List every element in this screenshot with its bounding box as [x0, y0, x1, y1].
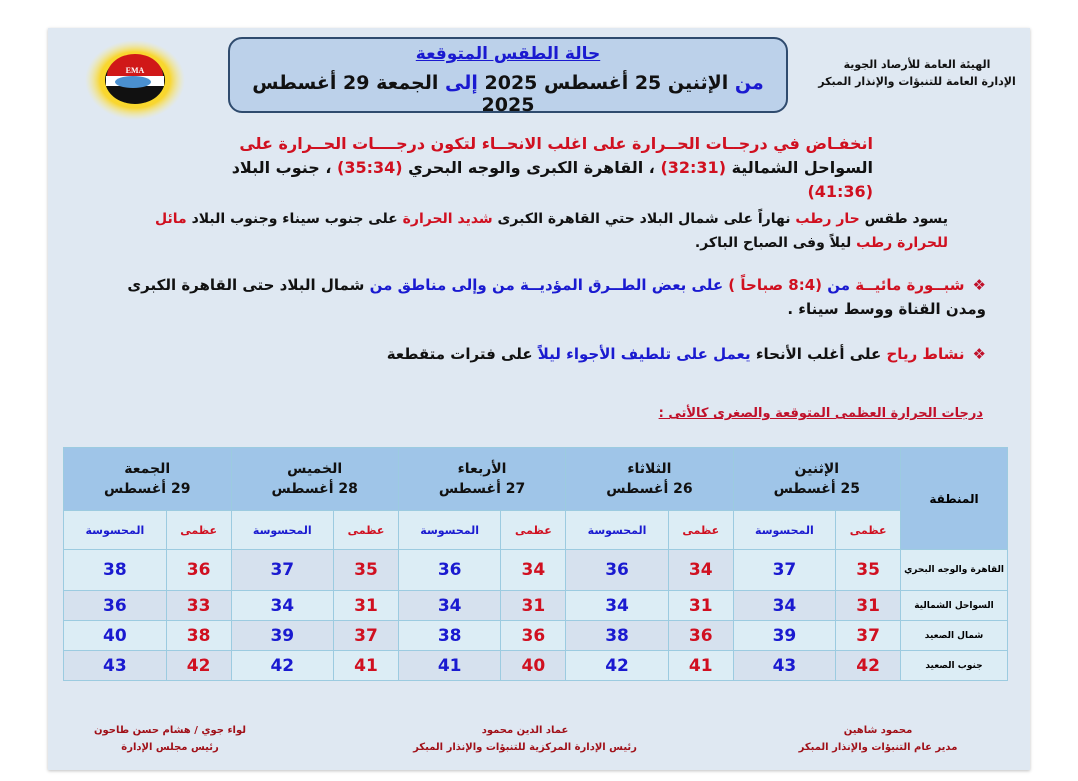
text-segment: نهاراً على شمال البلاد حتي القاهرة الكبرى	[492, 211, 796, 227]
max-header: عظمى	[166, 511, 231, 550]
day-date: 25 أغسطس	[773, 481, 861, 497]
text-segment: شبــورة مائيــة	[855, 276, 965, 294]
max-temp-cell: 42	[836, 651, 901, 681]
logo-text: EMA	[125, 66, 145, 75]
day-date: 27 أغسطس	[438, 481, 526, 497]
feels-like-cell: 38	[64, 550, 167, 591]
max-header: عظمى	[668, 511, 733, 550]
region-name: جنوب الصعيد	[901, 651, 1008, 681]
max-temp-cell: 40	[501, 651, 566, 681]
text-segment: ، القاهرة الكبرى والوجه البحري	[402, 158, 661, 177]
title-box	[228, 37, 788, 116]
max-header: عظمى	[836, 511, 901, 550]
feels-like-cell: 43	[64, 651, 167, 681]
text-segment: يعمل على تلطيف الأجواء ليلاً	[537, 345, 751, 363]
organization-name	[792, 56, 1042, 90]
text-segment: على فترات متقطعة	[386, 345, 538, 363]
table-title: درجات الحرارة العظمى المتوقعة والصغرى كالأتى :	[658, 406, 983, 421]
max-temp-cell: 41	[334, 651, 399, 681]
max-header: عظمى	[501, 511, 566, 550]
max-temp-cell: 31	[501, 591, 566, 621]
max-temp-cell: 33	[166, 591, 231, 621]
table-row	[64, 591, 1008, 621]
region-name: السواحل الشمالية	[901, 591, 1008, 621]
text-segment: مائل للحرارة رطب	[155, 211, 948, 251]
signature-name: محمود شاهين	[843, 725, 913, 736]
diamond-bullet-icon: ❖	[972, 345, 986, 363]
temperature-table	[63, 447, 1008, 681]
feels-like-cell: 41	[398, 651, 501, 681]
bullet-fog	[86, 273, 986, 321]
temperature-summary	[173, 132, 873, 204]
signature-role: مدير عام التنبؤات والإنذار المبكر	[798, 742, 958, 753]
max-temp-cell: 36	[166, 550, 231, 591]
signature-name: عماد الدين محمود	[481, 725, 569, 736]
max-temp-cell: 36	[668, 621, 733, 651]
signature-3	[70, 722, 270, 756]
feels-like-cell: 36	[398, 550, 501, 591]
text-segment: إلى	[438, 72, 478, 94]
text-segment: الإثنين 25 أغسطس 2025	[477, 72, 729, 94]
text-segment: حار رطب	[795, 211, 860, 227]
feels-like-cell: 34	[398, 591, 501, 621]
forecast-heading: حالة الطقس المتوقعة	[415, 44, 601, 64]
text-segment: على أغلب الأنحاء	[750, 345, 887, 363]
day-header	[231, 448, 398, 511]
table-row	[64, 550, 1008, 591]
feels-like-cell: 38	[398, 621, 501, 651]
text-segment: انخفـاض في درجــات الحــرارة على اغلب الانحــاء لتكون درجــــات الحــرارة على	[239, 134, 873, 153]
signature-role: رئيس مجلس الإدارة	[121, 742, 219, 753]
feels-like-cell: 39	[733, 621, 836, 651]
signature-2	[390, 722, 660, 756]
weather-paragraph	[128, 207, 948, 255]
day-name: الجمعة	[124, 461, 171, 477]
feels-like-cell: 34	[733, 591, 836, 621]
text-segment: (8:4 صباحاً )	[728, 276, 823, 294]
feels-like-cell: 36	[566, 550, 669, 591]
max-temp-cell: 38	[166, 621, 231, 651]
text-segment: من	[728, 72, 764, 94]
text-segment: السواحل الشمالية	[726, 158, 873, 177]
feels-like-cell: 37	[231, 550, 334, 591]
feels-like-cell: 43	[733, 651, 836, 681]
signature-1	[758, 722, 998, 756]
text-segment: من	[822, 276, 856, 294]
text-segment: ، جنوب البلاد	[231, 158, 338, 177]
region-header: المنطقة	[901, 448, 1008, 550]
ema-logo	[85, 40, 185, 120]
feels-like-cell: 37	[733, 550, 836, 591]
feels-like-cell: 36	[64, 591, 167, 621]
feels-like-header: المحسوسة	[231, 511, 334, 550]
feels-like-header: المحسوسة	[733, 511, 836, 550]
day-header	[64, 448, 232, 511]
feels-like-header: المحسوسة	[566, 511, 669, 550]
day-header	[566, 448, 733, 511]
text-segment: شمال البلاد حتى القاهرة الكبرى ومدن القناة ووسط سيناء .	[127, 276, 986, 318]
max-temp-cell: 37	[334, 621, 399, 651]
max-temp-cell: 34	[501, 550, 566, 591]
text-segment: شديد الحرارة	[402, 211, 493, 227]
text-segment: (41:36)	[807, 182, 873, 201]
date-range	[230, 72, 786, 116]
text-segment: الجمعة 29 أغسطس 2025	[252, 72, 535, 116]
text-segment: نشاط رياح	[886, 345, 965, 363]
text-segment: على جنوب سيناء وجنوب البلاد	[186, 211, 403, 227]
feels-like-cell: 42	[231, 651, 334, 681]
text-segment: ليلاً وفى الصباح الباكر.	[694, 235, 857, 251]
max-temp-cell: 31	[668, 591, 733, 621]
signature-name: لواء جوي / هشام حسن طاحون	[93, 725, 247, 736]
text-segment: (32:31)	[660, 158, 726, 177]
feels-like-header: المحسوسة	[398, 511, 501, 550]
day-header	[733, 448, 900, 511]
text-segment: يسود طقس	[859, 211, 948, 227]
feels-like-cell: 34	[566, 591, 669, 621]
day-name: الأربعاء	[457, 461, 507, 477]
feels-like-cell: 42	[566, 651, 669, 681]
feels-like-cell: 39	[231, 621, 334, 651]
day-header	[398, 448, 565, 511]
org-line-1: الهيئة العامة للأرصاد الجوية	[843, 58, 991, 71]
signature-role: رئيس الإدارة المركزية للتنبؤات والإنذار المبكر	[413, 742, 637, 753]
bullet-wind	[86, 342, 986, 366]
org-line-2: الإدارة العامة للتنبؤات والإنذار المبكر	[818, 75, 1016, 88]
table-row	[64, 621, 1008, 651]
max-temp-cell: 34	[668, 550, 733, 591]
max-temp-cell: 35	[334, 550, 399, 591]
max-temp-cell: 42	[166, 651, 231, 681]
day-name: الثلاثاء	[627, 461, 672, 477]
day-date: 28 أغسطس	[271, 481, 358, 497]
day-date: 26 أغسطس	[606, 481, 693, 497]
max-temp-cell: 37	[836, 621, 901, 651]
table-row	[64, 651, 1008, 681]
day-name: الإثنين	[794, 461, 840, 477]
diamond-bullet-icon: ❖	[972, 276, 986, 294]
max-temp-cell: 31	[334, 591, 399, 621]
feels-like-cell: 38	[566, 621, 669, 651]
max-temp-cell: 36	[501, 621, 566, 651]
day-date: 29 أغسطس	[104, 481, 191, 497]
feels-like-cell: 34	[231, 591, 334, 621]
day-name: الخميس	[287, 461, 343, 477]
feels-like-cell: 40	[64, 621, 167, 651]
region-name: شمال الصعيد	[901, 621, 1008, 651]
max-temp-cell: 41	[668, 651, 733, 681]
max-temp-cell: 35	[836, 550, 901, 591]
max-temp-cell: 31	[836, 591, 901, 621]
max-header: عظمى	[334, 511, 399, 550]
text-segment: (35:34)	[337, 158, 403, 177]
region-name: القاهرة والوجه البحري	[901, 550, 1008, 591]
text-segment: على بعض الطــرق المؤديــة من وإلى مناطق من	[364, 276, 729, 294]
feels-like-header: المحسوسة	[64, 511, 167, 550]
